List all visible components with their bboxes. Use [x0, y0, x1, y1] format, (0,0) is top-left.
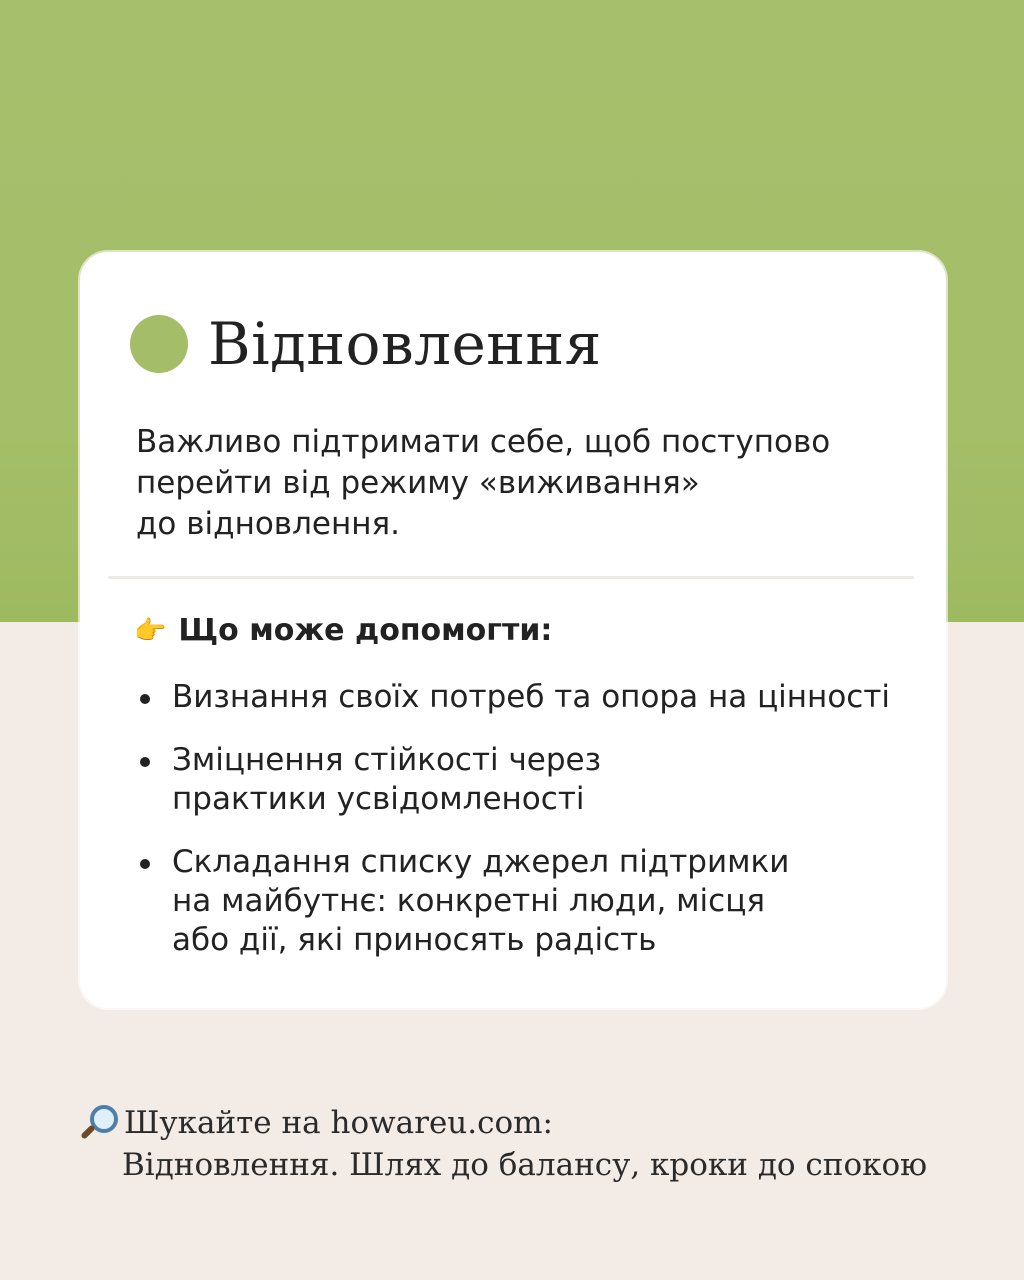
- intro-line: Важливо підтримати себе, щоб поступово: [136, 424, 831, 460]
- list-item-line: або дії, які приносять радість: [172, 922, 657, 958]
- help-title: Що може допомогти:: [178, 613, 553, 648]
- list-item: [136, 678, 926, 717]
- bullet-icon: [140, 859, 150, 869]
- title-row: [130, 304, 602, 384]
- list-item-line: Визнання своїх потреб та опора на цінності: [172, 679, 890, 715]
- list-item-line: Зміцнення стійкості через: [172, 742, 602, 778]
- card-title: Відновлення: [208, 310, 602, 378]
- divider: [108, 576, 914, 579]
- accent-dot-icon: [130, 315, 188, 373]
- footer-line2: Відновлення. Шлях до балансу, кроки до спокою: [122, 1147, 928, 1183]
- help-list: [136, 678, 926, 984]
- intro-line: до відновлення.: [136, 506, 400, 542]
- intro-line: перейти від режиму «виживання»: [136, 465, 700, 501]
- list-item-line: Складання списку джерел підтримки: [172, 844, 790, 880]
- help-heading: [134, 612, 552, 650]
- intro-text: [136, 422, 896, 545]
- list-item-line: практики усвідомленості: [172, 781, 585, 817]
- footer-line1: Шукайте на howareu.com:: [124, 1105, 553, 1141]
- info-card: [80, 252, 946, 1008]
- list-item-line: на майбутнє: конкретні люди, місця: [172, 883, 765, 919]
- bullet-icon: [140, 757, 150, 767]
- pointing-hand-icon: 👉: [134, 616, 167, 646]
- list-item: [136, 843, 926, 960]
- list-item: [136, 741, 926, 819]
- footer: [76, 1102, 996, 1186]
- bullet-icon: [140, 694, 150, 704]
- magnifier-icon: [76, 1103, 120, 1143]
- footer-row: [76, 1102, 996, 1144]
